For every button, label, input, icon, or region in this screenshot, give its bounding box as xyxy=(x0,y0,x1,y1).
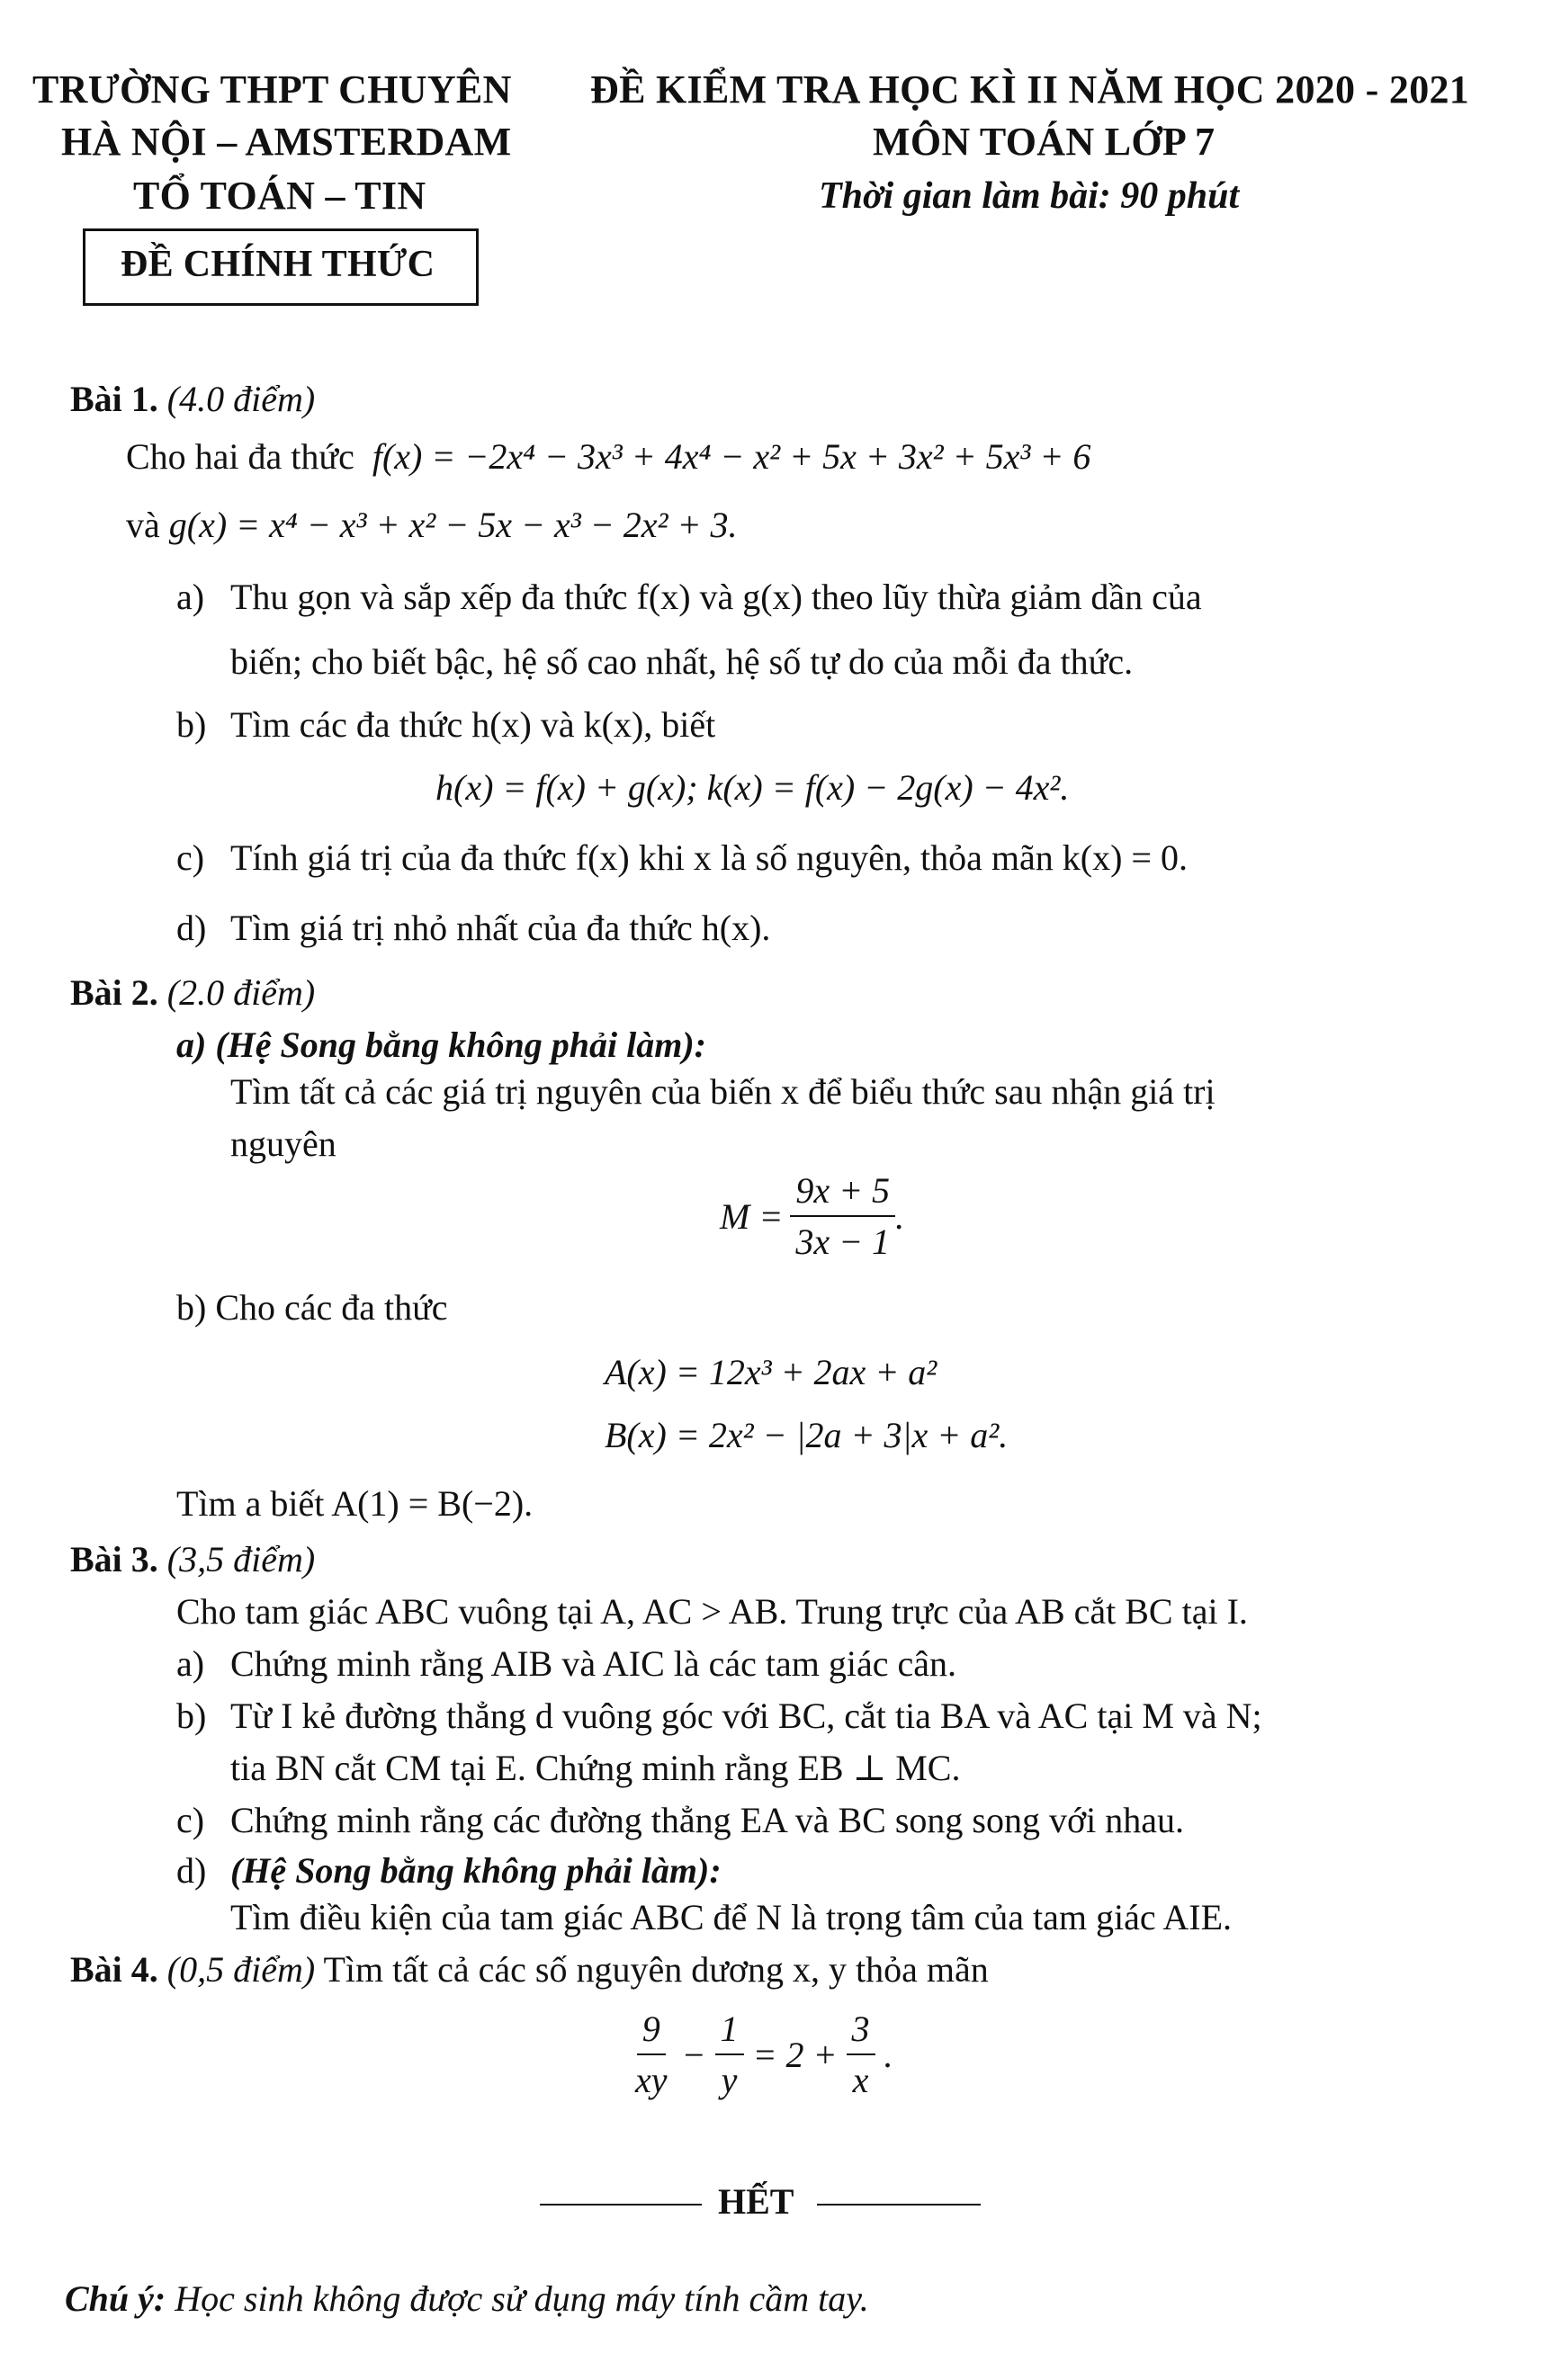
department-name: TỔ TOÁN – TIN xyxy=(133,174,426,218)
bai1-f-definition: f(x) = −2x⁴ − 3x³ + 4x⁴ − x² + 5x + 3x² + 5x³ + 6 xyxy=(372,436,1091,477)
bai4-f2-numerator: 1 xyxy=(715,2008,744,2055)
bai4-fraction-3 xyxy=(847,2008,875,2101)
bai2-m-denominator: 3x − 1 xyxy=(795,1221,891,1262)
bai3-b-text2: tia BN cắt CM tại E. Chứng minh rằng EB ⊥ MC. xyxy=(230,1748,961,1788)
bai2-a-text1: Tìm tất cả các giá trị nguyên của biến x để biểu thức sau nhận giá trị xyxy=(230,1071,1216,1112)
bai1-a-text2: biến; cho biết bậc, hệ số cao nhất, hệ số tự do của mỗi đa thức. xyxy=(230,641,1134,682)
het-rule-right xyxy=(817,2204,981,2206)
bai4-text: Tìm tất cả các số nguyên dương x, y thỏa mãn xyxy=(323,1949,989,1990)
bai3-a-text: Chứng minh rằng AIB và AIC là các tam giác cân. xyxy=(230,1643,957,1684)
bai3-title: Bài 3. xyxy=(70,1539,158,1579)
bai4-heading xyxy=(70,1948,989,1991)
official-exam-label: ĐỀ CHÍNH THỨC xyxy=(121,244,435,285)
exam-time: Thời gian làm bài: 90 phút xyxy=(819,175,1240,217)
bai1-a-label: a) xyxy=(176,577,205,617)
bai4-points: (0,5 điểm) xyxy=(166,1949,316,1990)
bai4-fraction-2 xyxy=(715,2008,744,2101)
bai1-heading xyxy=(70,378,315,421)
bai2-m-left: M = xyxy=(720,1195,784,1237)
bai4-f1-numerator: 9 xyxy=(637,2008,666,2055)
note-text: Học sinh không được sử dụng máy tính cầm tay. xyxy=(175,2278,869,2319)
bai3-b-label: b) xyxy=(176,1696,207,1736)
bai4-f3-denominator: x xyxy=(852,2060,869,2100)
bai2-A-definition: A(x) = 12x³ + 2ax + a² xyxy=(605,1352,937,1392)
bai1-g-line xyxy=(126,504,738,547)
school-name-line2: HÀ NỘI – AMSTERDAM xyxy=(61,120,512,164)
bai1-d-text: Tìm giá trị nhỏ nhất của đa thức h(x). xyxy=(230,908,771,948)
bai4-f2-denominator: y xyxy=(721,2060,738,2100)
bai3-heading xyxy=(70,1538,315,1581)
bai3-d-text: Tìm điều kiện của tam giác ABC để N là trọng tâm của tam giác AIE. xyxy=(230,1897,1233,1937)
bai3-d-heading: (Hệ Song bằng không phải làm): xyxy=(230,1850,722,1891)
bai2-a-heading: a) (Hệ Song bằng không phải làm): xyxy=(176,1024,706,1065)
bai2-find: Tìm a biết A(1) = B(−2). xyxy=(176,1483,534,1524)
bai4-end: . xyxy=(884,2034,893,2075)
bai4-title: Bài 4. xyxy=(70,1949,158,1990)
bai3-c-text: Chứng minh rằng các đường thẳng EA và BC song song với nhau. xyxy=(230,1800,1184,1840)
bai3-a-label: a) xyxy=(176,1643,205,1684)
bai3-points: (3,5 điểm) xyxy=(166,1539,316,1579)
bai2-heading xyxy=(70,971,315,1015)
bai3-b-text1: Từ I kẻ đường thẳng d vuông góc với BC, cắt tia BA và AC tại M và N; xyxy=(230,1696,1262,1736)
school-name-line1: TRƯỜNG THPT CHUYÊN xyxy=(32,67,512,112)
bai1-b-label: b) xyxy=(176,704,207,745)
bai4-equation xyxy=(630,2008,893,2101)
bai1-d-label: d) xyxy=(176,908,207,948)
exam-subject: MÔN TOÁN LỚP 7 xyxy=(873,120,1216,164)
bai1-b-text: Tìm các đa thức h(x) và k(x), biết xyxy=(230,704,716,745)
bai4-minus: − xyxy=(681,2034,706,2075)
bai2-m-end: . xyxy=(895,1195,905,1237)
bai1-a-text1: Thu gọn và sắp xếp đa thức f(x) và g(x) theo lũy thừa giảm dần của xyxy=(230,577,1202,617)
bai2-title: Bài 2. xyxy=(70,972,158,1013)
bai2-B-definition: B(x) = 2x² − |2a + 3|x + a². xyxy=(605,1415,1009,1455)
note-label: Chú ý: xyxy=(65,2278,166,2319)
bai1-va: và xyxy=(126,505,160,545)
bai3-d-label: d) xyxy=(176,1850,207,1891)
bai1-b-formula: h(x) = f(x) + g(x); k(x) = f(x) − 2g(x) − 4x². xyxy=(435,767,1070,808)
exam-title: ĐỀ KIỂM TRA HỌC KÌ II NĂM HỌC 2020 - 2021 xyxy=(590,67,1470,112)
bai1-c-label: c) xyxy=(176,837,205,878)
bai2-m-numerator: 9x + 5 xyxy=(790,1169,895,1217)
bai1-g-definition: g(x) = x⁴ − x³ + x² − 5x − x³ − 2x² + 3. xyxy=(168,505,738,545)
bai3-intro: Cho tam giác ABC vuông tại A, AC > AB. Trung trực của AB cắt BC tại I. xyxy=(176,1591,1248,1632)
bai3-c-label: c) xyxy=(176,1800,205,1840)
bai4-equals: = 2 + xyxy=(752,2034,838,2075)
bai4-fraction-1 xyxy=(630,2008,673,2101)
bai1-intro: Cho hai đa thức xyxy=(126,436,354,477)
bai2-a-text2: nguyên xyxy=(230,1123,336,1164)
bai2-m-expression xyxy=(720,1169,904,1263)
bai1-title: Bài 1. xyxy=(70,379,158,419)
bai4-f3-numerator: 3 xyxy=(847,2008,875,2055)
footer-note xyxy=(65,2277,869,2321)
bai1-c-text: Tính giá trị của đa thức f(x) khi x là số nguyên, thỏa mãn k(x) = 0. xyxy=(230,837,1188,878)
bai2-points: (2.0 điểm) xyxy=(166,972,316,1013)
bai2-b-text: b) Cho các đa thức xyxy=(176,1287,448,1328)
end-marker: HẾT xyxy=(718,2181,794,2222)
bai2-m-fraction xyxy=(790,1169,895,1263)
bai4-f1-denominator: xy xyxy=(635,2060,668,2100)
het-rule-left xyxy=(540,2204,702,2206)
bai1-points: (4.0 điểm) xyxy=(166,379,316,419)
bai1-intro-line xyxy=(126,435,1090,479)
